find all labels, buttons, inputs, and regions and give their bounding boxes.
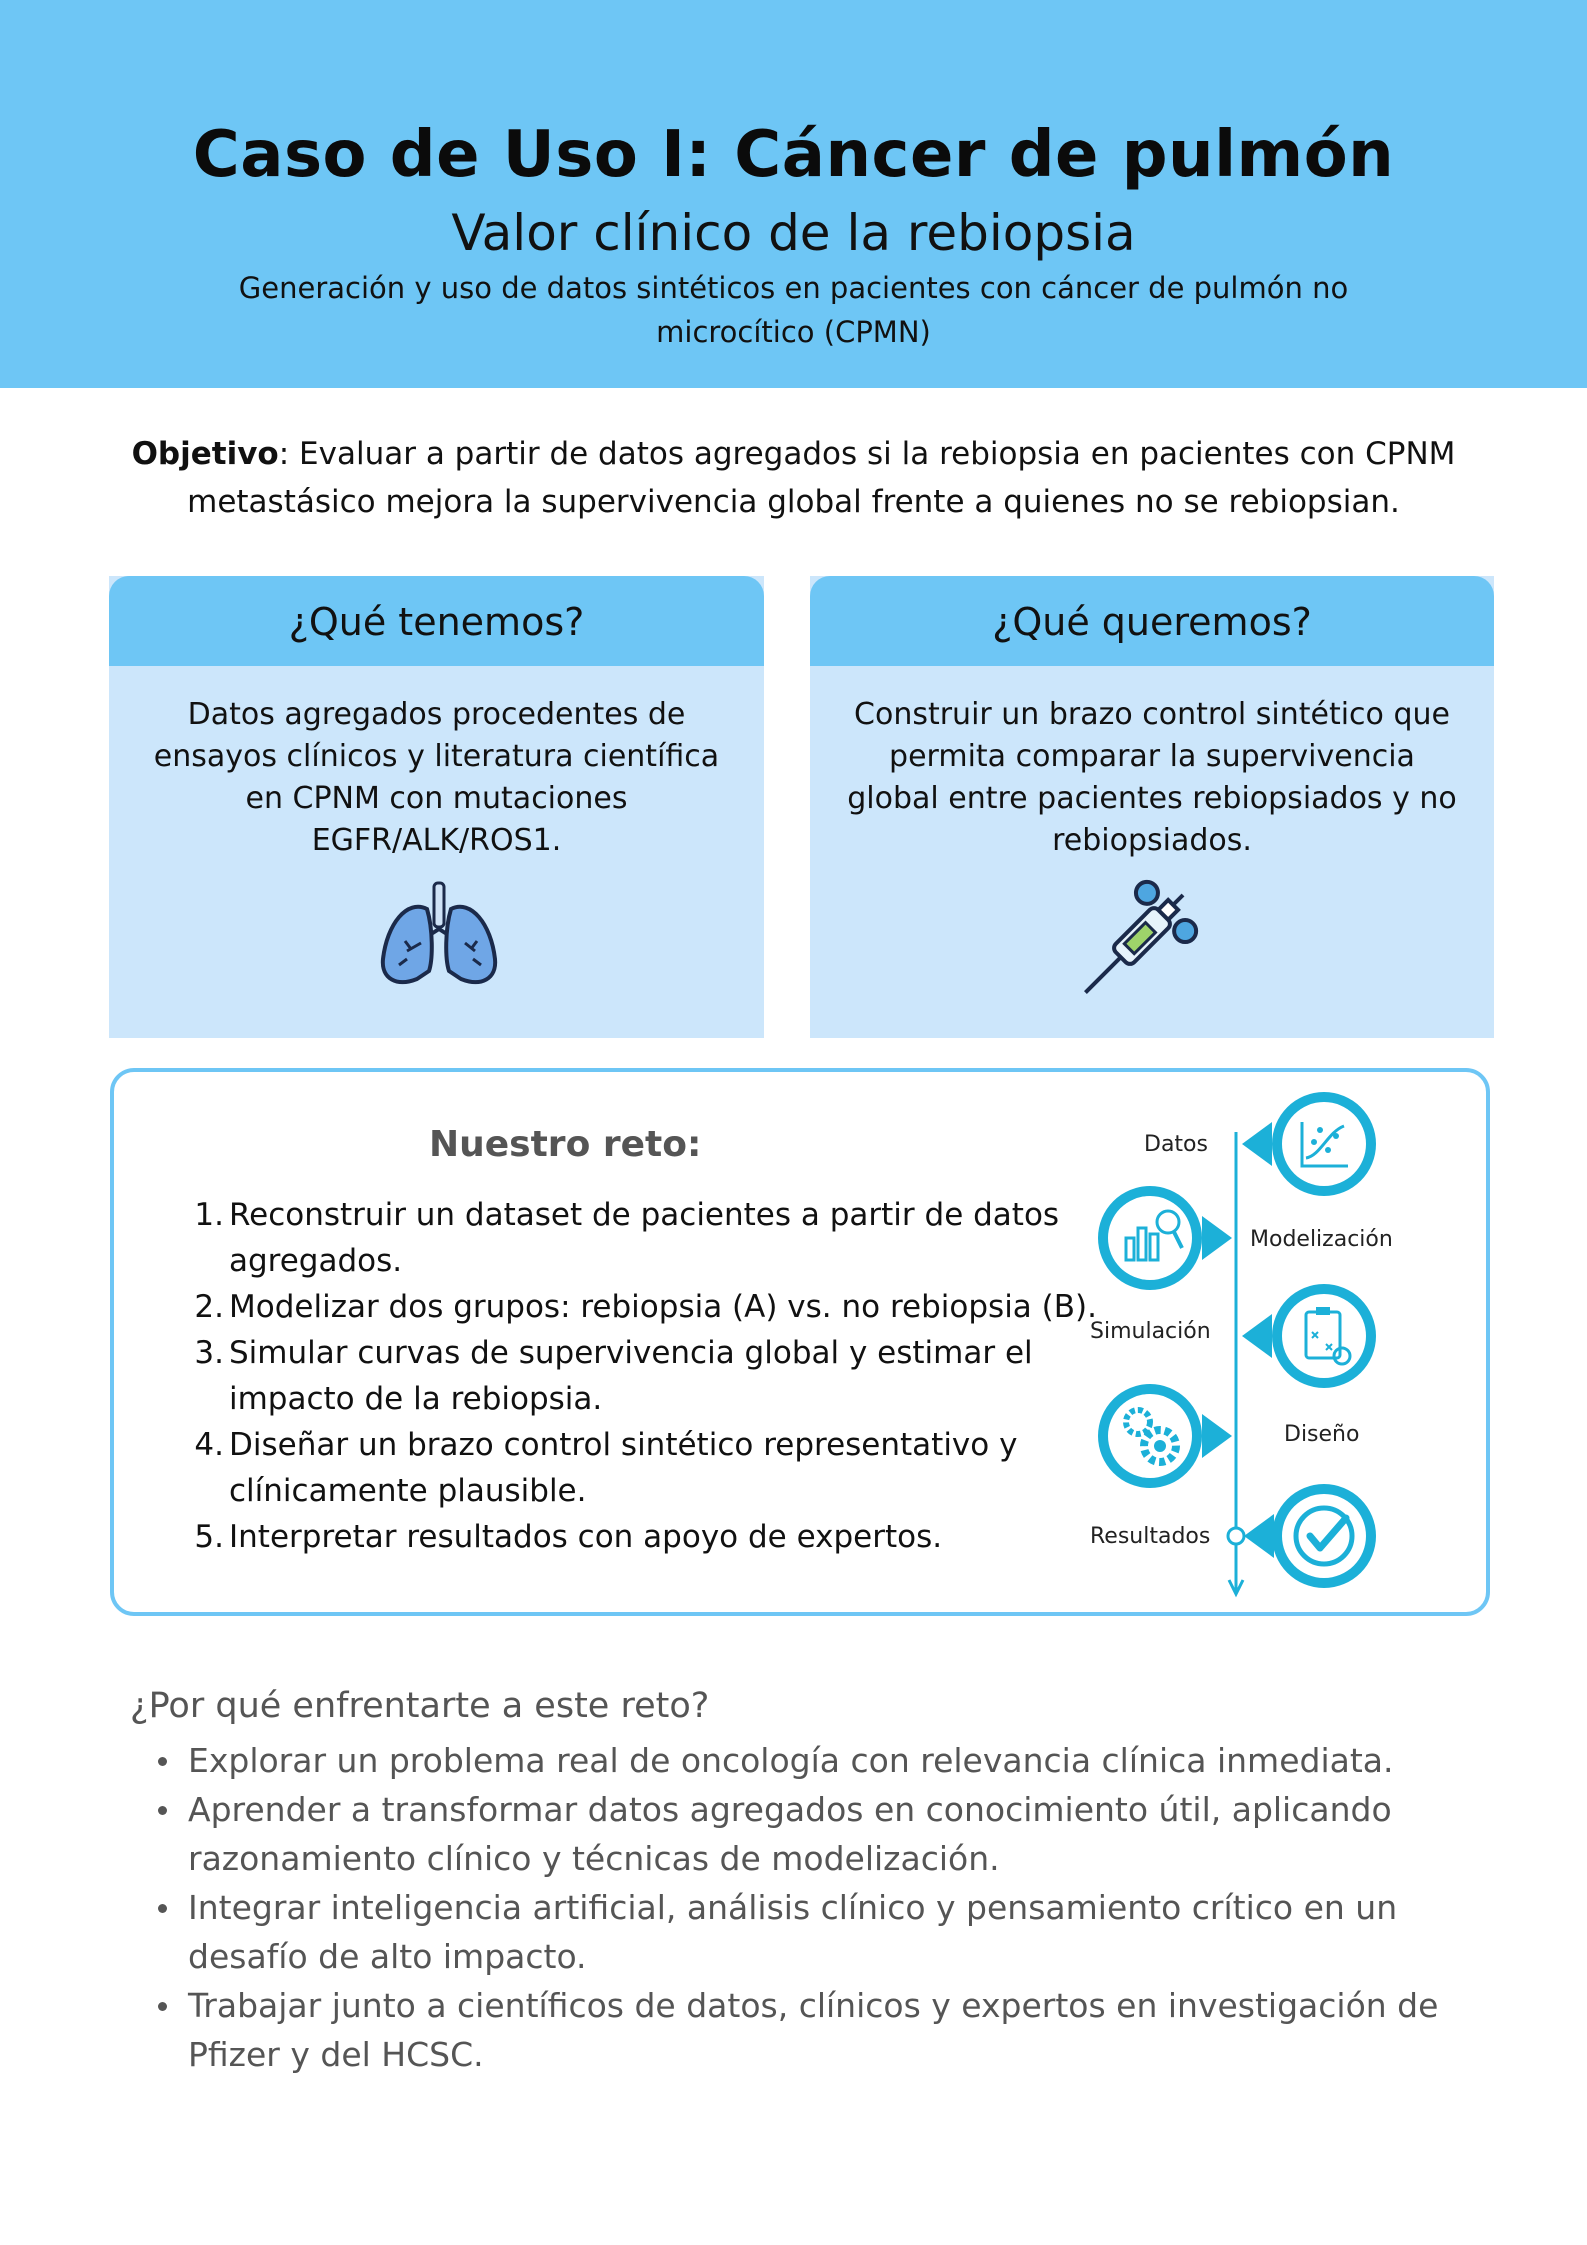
gears-icon (1098, 1384, 1232, 1488)
analytics-magnifier-icon (1098, 1186, 1232, 1290)
list-number: 2. (194, 1289, 224, 1325)
flow-label-simulacion: Simulación (1090, 1319, 1211, 1344)
list-text: Modelizar dos grupos: rebiopsia (A) vs. no rebiopsia (B). (229, 1289, 1097, 1325)
bullet-icon (158, 1904, 167, 1913)
chart-scatter-icon (1242, 1092, 1376, 1196)
objective-label: Objetivo (131, 436, 279, 472)
list-text: Diseñar un brazo control sintético representativo y clínicamente plausible. (229, 1427, 1018, 1509)
flow-label-diseno: Diseño (1284, 1422, 1360, 1447)
list-number: 4. (194, 1427, 224, 1463)
list-text: Integrar inteligencia artificial, análisis clínico y pensamiento crítico en un desafío de alto impacto. (188, 1888, 1398, 1976)
flow-label-resultados: Resultados (1090, 1524, 1211, 1549)
list-text: Aprender a transformar datos agregados en conocimiento útil, aplicando razonamiento clínico y técnicas de modelización. (188, 1790, 1392, 1878)
list-number: 5. (194, 1519, 224, 1555)
header-banner (0, 0, 1587, 388)
list-number: 1. (194, 1197, 224, 1233)
list-item (150, 1785, 1450, 1883)
list-text: Trabajar junto a científicos de datos, clínicos y expertos en investigación de Pfizer y del HCSC. (188, 1986, 1439, 2074)
flow-label-datos: Datos (1144, 1132, 1208, 1157)
why-title: ¿Por qué enfrentarte a este reto? (130, 1686, 710, 1726)
bullet-icon (158, 1757, 167, 1766)
objective-paragraph (120, 430, 1467, 526)
list-item (150, 1736, 1450, 1785)
challenge-title: Nuestro reto: (429, 1124, 702, 1165)
card-title: ¿Qué tenemos? (109, 576, 764, 666)
page-subtitle: Valor clínico de la rebiopsia (451, 204, 1136, 262)
card-what-we-have (109, 576, 764, 1038)
card-body: Datos agregados procedentes de ensayos clínicos y literatura científica en CPNM con mutaciones EGFR/ALK/ROS1. (153, 697, 720, 858)
why-list (150, 1736, 1450, 2079)
objective-text: : Evaluar a partir de datos agregados si la rebiopsia en pacientes con CPNM metastásico mejora la supervivencia global frente a quienes no se rebiopsian. (187, 436, 1456, 520)
list-text: Simular curvas de supervivencia global y estimar el impacto de la rebiopsia. (229, 1335, 1033, 1417)
page-title: Caso de Uso I: Cáncer de pulmón (192, 118, 1395, 192)
lungs-icon (377, 879, 502, 991)
list-item (150, 1883, 1450, 1981)
list-text: Reconstruir un dataset de pacientes a partir de datos agregados. (229, 1197, 1060, 1279)
bullet-icon (158, 2002, 167, 2011)
card-what-we-want (810, 576, 1494, 1038)
list-text: Explorar un problema real de oncología con relevancia clínica inmediata. (188, 1741, 1394, 1780)
list-number: 3. (194, 1335, 224, 1371)
list-item (150, 1981, 1450, 2079)
card-body: Construir un brazo control sintético que permita comparar la supervivencia global entre pacientes rebiopsiados y no rebiopsiados. (847, 697, 1457, 858)
syringe-icon (1072, 871, 1212, 1001)
clipboard-plan-icon (1242, 1284, 1376, 1388)
check-badge-icon (1228, 1484, 1376, 1588)
list-text: Interpretar resultados con apoyo de expertos. (229, 1519, 943, 1555)
page-description: Generación y uso de datos sintéticos en pacientes con cáncer de pulmón no microcítico (CPMN) (238, 271, 1349, 349)
card-title: ¿Qué queremos? (810, 576, 1494, 666)
process-flow-diagram (114, 1072, 1486, 1612)
challenge-box (110, 1068, 1490, 1616)
flow-label-modelizacion: Modelización (1250, 1227, 1393, 1252)
bullet-icon (158, 1806, 167, 1815)
